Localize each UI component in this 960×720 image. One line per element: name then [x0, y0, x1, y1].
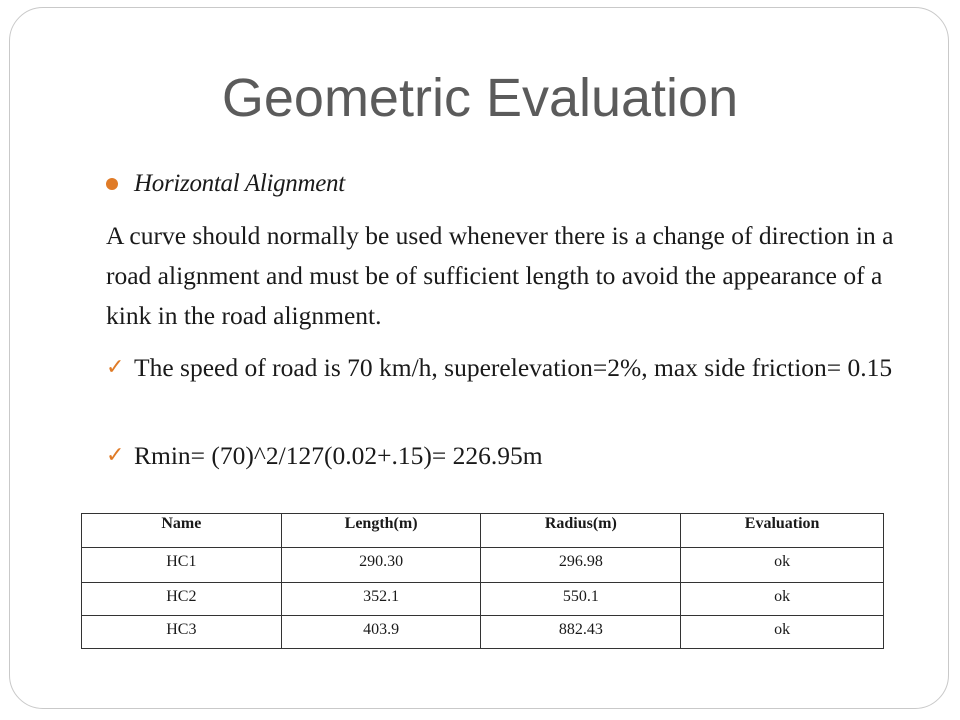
bullet-horizontal-alignment — [106, 170, 345, 198]
curve-evaluation-table — [81, 513, 884, 649]
table-row — [82, 548, 884, 583]
cell-length: 352.1 — [281, 583, 481, 616]
checklist-text: Rmin= (70)^2/127(0.02+.15)= 226.95m — [134, 441, 543, 470]
cell-name: HC3 — [82, 616, 282, 649]
checklist-item — [106, 438, 916, 474]
header-evaluation: Evaluation — [681, 514, 884, 548]
subheading: Horizontal Alignment — [134, 170, 345, 197]
checkmark-icon: ✓ — [106, 355, 125, 380]
cell-name: HC1 — [82, 548, 282, 583]
cell-radius: 882.43 — [481, 616, 681, 649]
cell-radius: 550.1 — [481, 583, 681, 616]
checklist-item — [106, 350, 916, 386]
body-paragraph: A curve should normally be used whenever there is a change of direction in a road alignment and must be of sufficient length to avoid the appearance of a kink in the road alignment. — [106, 221, 894, 330]
cell-length: 403.9 — [281, 616, 481, 649]
checkmark-icon: ✓ — [106, 443, 125, 468]
slide-title: Geometric Evaluation — [221, 68, 739, 128]
cell-radius: 296.98 — [481, 548, 681, 583]
cell-length: 290.30 — [281, 548, 481, 583]
table-header-row — [82, 514, 884, 548]
table-row — [82, 583, 884, 616]
header-radius: Radius(m) — [481, 514, 681, 548]
cell-evaluation: ok — [681, 583, 884, 616]
cell-evaluation: ok — [681, 616, 884, 649]
checklist-text: The speed of road is 70 km/h, superelevation=2%, max side friction= 0.15 — [134, 353, 893, 382]
bullet-dot-icon — [106, 178, 118, 190]
cell-evaluation: ok — [681, 548, 884, 583]
cell-name: HC2 — [82, 583, 282, 616]
header-name: Name — [82, 514, 282, 548]
table-row — [82, 616, 884, 649]
header-length: Length(m) — [281, 514, 481, 548]
